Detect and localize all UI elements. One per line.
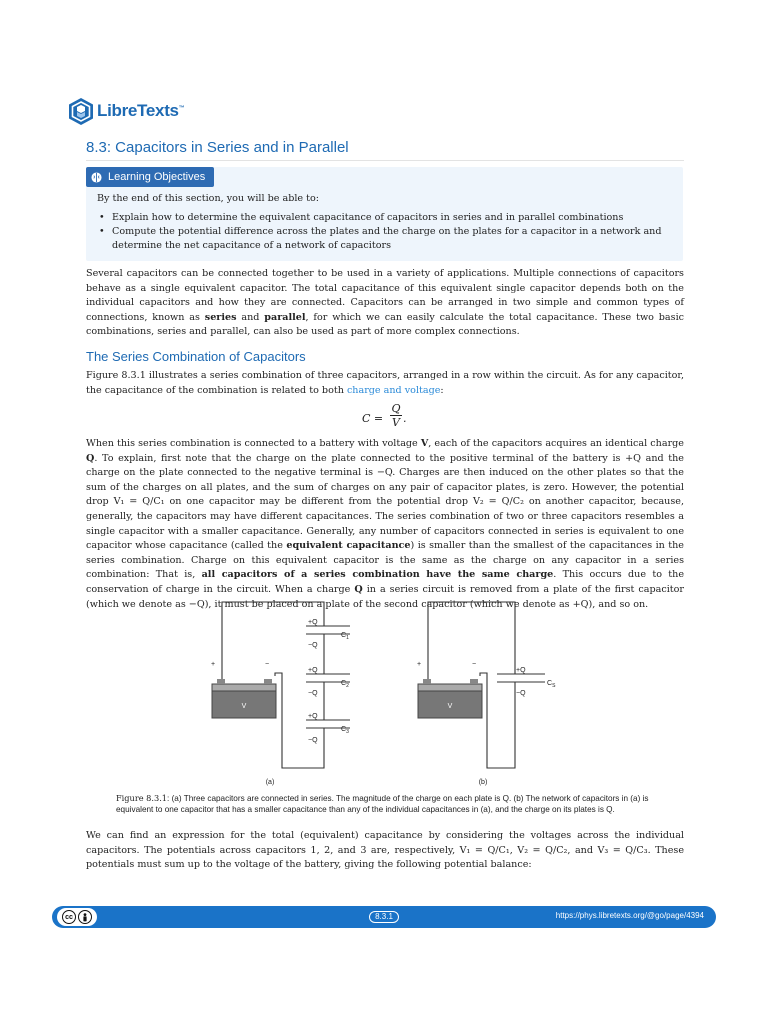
svg-text:V: V	[447, 703, 453, 710]
series-paragraph-1: Figure 8.3.1 illustrates a series combination of three capacitors, arranged in a row within the circuit. As for any capacitor, the capacitance of the combination is related to both charge and voltage:	[86, 370, 684, 396]
learning-objectives-title: Learning Objectives	[108, 171, 206, 183]
svg-text:+: +	[211, 661, 216, 668]
closing-paragraph: We can find an expression for the total (equivalent) capacitance by considering the voltages across the individual capacitors. The potentials across capacitors 1, 2, and 3 are, respectively, V₁ = Q/C₁, V₂ = Q/C₂, and V₃ = Q/C₃. These potentials must sum up to the voltage of the battery, giving the following potential balance:	[86, 830, 684, 871]
series-paragraph-2: When this series combination is connected to a battery with voltage V, each of the capacitors acquires an identical charge Q. To explain, first note that the charge on the plate connected to the positive terminal of the battery is +Q and the charge on the plate connected to the negative terminal is −Q. Charges are then induced on the other plates so that the sum of the charges on all plates, and the sum of charges on any pair of capacitor plates, is zero. However, the potential drop V₁ = Q/C₁ on one capacitor may be different from the potential drop V₂ = Q/C₂ on another capacitor, because, generally, the capacitors may have different capacitances. The series combination of two or three capacitors resembles a single capacitor with a smaller capacitance. Generally, any number of capacitors connected in series is equivalent to one capacitor whose capacitance (called the equivalent capacitance) is smaller than the smallest of the capacitances in the series combination. Charge on this equivalent capacitor is the same as the charge on any capacitor in a series combination: That is, all capacitors of a series combination have the same charge. This occurs due to the conservation of charge in the circuit. When a charge Q in a series circuit is removed from a plate of the first capacitor (which we denote as −Q), it must be placed on a plate of the second capacitor (which we denote as +Q), and so on.	[86, 438, 684, 610]
section-heading: The Series Combination of Capacitors	[86, 349, 306, 364]
svg-text:+Q: +Q	[516, 667, 526, 674]
svg-text:−: −	[265, 661, 270, 668]
svg-text:+Q: +Q	[308, 713, 318, 720]
libretexts-hexagon-icon	[68, 97, 94, 126]
page-footer	[52, 906, 716, 928]
objectives-intro: By the end of this section, you will be able to:	[97, 193, 320, 204]
svg-text:−Q: −Q	[308, 737, 318, 744]
intro-paragraph: Several capacitors can be connected together to be used in a variety of applications. Multiple connections of capacitors behave as a single equivalent capacitor. The total capacitance of this equivalent single capacitor depends both on the individual capacitors and how they are connected. Capacitors can be arranged in two simple and common types of connections, known as series and parallel, for which we can easily calculate the total capacitance. These two basic combinations, series and parallel, can also be used as part of more complex connections.	[86, 268, 685, 338]
svg-text:C1: $C_1$	[341, 632, 349, 641]
objectives-list	[97, 211, 673, 253]
svg-text:(a): (a)	[265, 779, 275, 786]
svg-text:CS: $C_S$	[547, 680, 556, 689]
charge-and-voltage-link[interactable]: charge and voltage	[346, 384, 441, 396]
brain-icon	[91, 172, 102, 183]
cc-license-badge[interactable]	[57, 908, 97, 926]
learning-objectives-box	[86, 167, 683, 261]
capacitance-equation: C = Q V .	[362, 402, 407, 429]
svg-text:C2: $C_2$	[341, 680, 349, 689]
attribution-icon	[78, 910, 92, 924]
objective-item: • Compute the potential difference across the plates and the charge on the plates for a capacitor in a network and determine the net capacitance of a network of capacitors	[97, 225, 673, 253]
svg-text:+Q: +Q	[308, 619, 318, 626]
battery-b	[418, 679, 482, 718]
figure-caption: Figure 8.3.1: (a) Three capacitors are connected in series. The magnitude of the charge on each plate is Q. (b) The network of capacitors in (a) is equivalent to one capacitor that has a smaller capacitance than any of the individual capacitances in (a), and the charge on its plates is Q.	[116, 793, 649, 814]
libretexts-logo[interactable]	[68, 96, 184, 126]
svg-text:−Q: −Q	[308, 690, 318, 697]
svg-text:−: −	[472, 661, 477, 668]
series-capacitors-figure	[200, 598, 570, 788]
learning-objectives-header	[86, 167, 214, 187]
svg-text:+Q: +Q	[308, 667, 318, 674]
page-number: 8.3.1	[369, 911, 399, 923]
svg-text:−Q: −Q	[308, 642, 318, 649]
battery-a	[212, 679, 276, 718]
page-title: 8.3: Capacitors in Series and in Parallel	[86, 139, 684, 161]
cc-icon: cc	[62, 910, 76, 924]
svg-text:C3: $C_3$	[341, 726, 349, 735]
objective-item: • Explain how to determine the equivalent capacitance of capacitors in series and in parallel combinations	[97, 211, 673, 225]
svg-text:−Q: −Q	[516, 690, 526, 697]
svg-text:V: V	[241, 703, 247, 710]
libretexts-wordmark: LibreTexts™	[97, 101, 185, 120]
svg-text:+: +	[417, 661, 422, 668]
svg-text:(b): (b)	[478, 779, 488, 786]
page-url[interactable]: https://phys.libretexts.org/@go/page/4394	[555, 911, 704, 920]
